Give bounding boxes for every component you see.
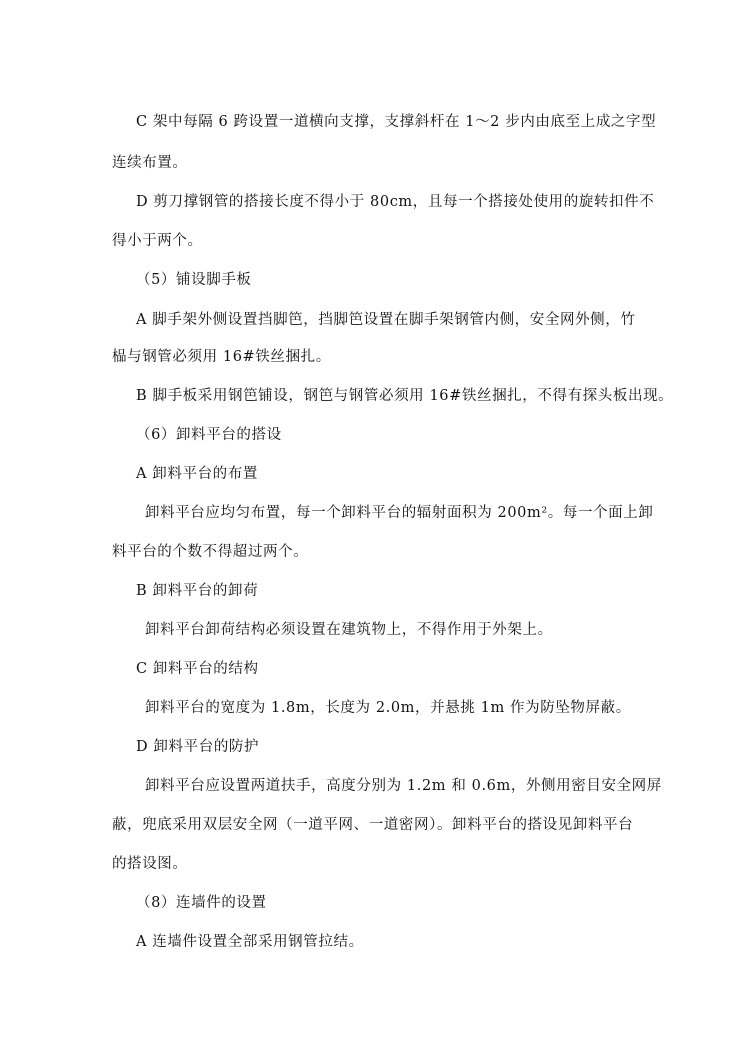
text-line: C 架中每隔 6 跨设置一道横向支撑，支撑斜杆在 1～2 步内由底至上成之字型	[136, 113, 657, 130]
text-line: A 连墙件设置全部采用钢管拉结。	[136, 933, 364, 950]
section-heading: （5）铺设脚手板	[136, 271, 252, 288]
text-line: 卸料平台应均匀布置，每一个卸料平台的辐射面积为 200m²。每一个面上卸	[145, 504, 654, 521]
text-line: A 脚手架外侧设置挡脚笆，挡脚笆设置在脚手架钢管内侧，安全网外侧，竹	[136, 311, 636, 328]
text-line: 卸料平台卸荷结构必须设置在建筑物上，不得作用于外架上。	[145, 621, 553, 638]
subsection-heading: C 卸料平台的结构	[136, 660, 259, 677]
text-line: B 脚手板采用钢笆铺设，钢笆与钢管必须用 16#铁丝捆扎，不得有探头板出现。	[136, 387, 674, 404]
section-heading: （6）卸料平台的搭设	[136, 426, 282, 443]
subsection-heading: A 卸料平台的布置	[136, 465, 258, 482]
text-line: 的搭设图。	[112, 855, 188, 872]
text-line: 料平台的个数不得超过两个。	[112, 543, 309, 560]
text-line: 蔽，兜底采用双层安全网（一道平网、一道密网）。卸料平台的搭设见卸料平台	[112, 816, 634, 833]
text-line: D 剪刀撑钢管的搭接长度不得小于 80cm，且每一个搭接处使用的旋转扣件不	[136, 193, 655, 210]
section-heading: （8）连墙件的设置	[136, 894, 267, 911]
text-line: 卸料平台应设置两道扶手，高度分别为 1.2m 和 0.6m，外侧用密目安全网屏	[145, 777, 662, 794]
text-line: 得小于两个。	[112, 232, 203, 249]
text-line: 卸料平台的宽度为 1.8m，长度为 2.0m，并悬挑 1m 作为防坠物屏蔽。	[145, 699, 631, 716]
text-line: 榀与钢管必须用 16#铁丝捆扎。	[112, 348, 331, 365]
text-line: 连续布置。	[112, 154, 188, 171]
subsection-heading: D 卸料平台的防护	[136, 738, 260, 755]
subsection-heading: B 卸料平台的卸荷	[136, 582, 259, 599]
